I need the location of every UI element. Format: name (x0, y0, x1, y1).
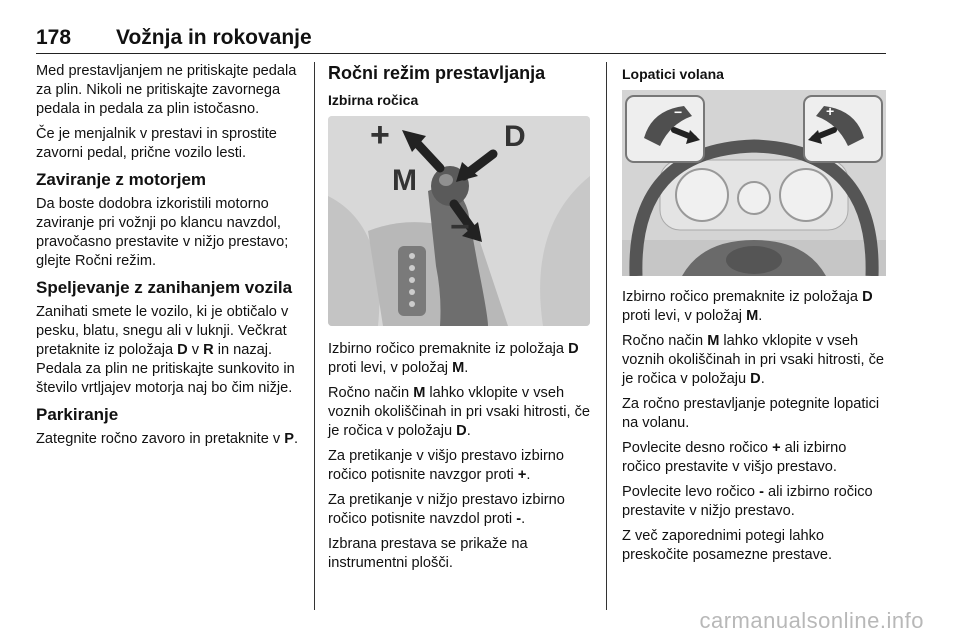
paragraph-pedals: Med prestavljanjem ne pritiskajte pedala za plin. Nikoli ne pritiskajte zavornega pedala in pedala za plin istočasno. (36, 63, 297, 117)
heading-rocking: Speljevanje z zanihanjem vozila (36, 278, 293, 297)
heading-manual-mode: Ročni režim prestavljanja (328, 63, 546, 83)
heading-paddles: Lopatici volana (622, 66, 724, 82)
paragraph-right-paddle: Povlecite desno ročico + ali izbirno ročico prestavite v višjo prestavo. (622, 440, 847, 475)
paddle-minus-label: − (674, 104, 683, 120)
label-plus: + (370, 116, 390, 154)
paragraph-rocking: Zanihati smete le vozilo, ki je obtičalo v pesku, blatu, snegu ali v luknji. Večkrat pretaknite iz položaja D v R in nazaj. Pedala za plin ne pritiskajte sunkovito in število vrtljajev motorja naj bo čim nižje. (36, 304, 295, 396)
paragraph-gear-display: Izbrana prestava se prikaže na instrumentni plošči. (328, 536, 528, 571)
paragraph-creep: Če je menjalnik v prestavi in sprostite zavorni pedal, prične vozilo lesti. (36, 126, 277, 161)
label-d: D (504, 120, 526, 153)
paragraph-upshift: Za pretikanje v višjo prestavo izbirno ročico potisnite navzgor proti +. (328, 448, 565, 483)
paragraph-engine-braking: Da boste dodobra izkoristili motorno zaviranje pri vožnji po klancu navzdol, pravočasno prestavite v nižjo prestavo; glejte Ročni režim. (36, 196, 289, 269)
column-divider (606, 62, 607, 610)
page-number: 178 (36, 26, 72, 49)
paragraph-paddles: Za ročno prestavljanje potegnite lopatici na volanu. (622, 396, 880, 431)
page-title: Vožnja in rokovanje (116, 26, 312, 49)
paddle-plus-label: + (826, 103, 835, 119)
column-middle (328, 62, 590, 579)
label-m: M (392, 164, 417, 197)
selector-lever-illustration (328, 116, 590, 326)
label-minus: − (450, 208, 470, 246)
paragraph-left-paddle: Povlecite levo ročico - ali izbirno ročico prestavite v nižjo prestavo. (622, 484, 873, 519)
paragraph-manual-any-speed: Ročno način M lahko vklopite v vseh voznih okoliščinah in pri vsaki hitrosti, če je ročica v položaju D. (622, 333, 884, 387)
paragraph-manual-any-speed: Ročno način M lahko vklopite v vseh voznih okoliščinah in pri vsaki hitrosti, če je ročica v položaju D. (328, 385, 590, 439)
steering-wheel-drawing (622, 90, 886, 276)
watermark: carmanualsonline.info (699, 608, 924, 633)
heading-engine-braking: Zaviranje z motorjem (36, 170, 207, 189)
heading-selector-lever: Izbirna ročica (328, 92, 419, 108)
paragraph-move-lever: Izbirno ročico premaknite iz položaja D proti levi, v položaj M. (622, 289, 873, 324)
column-divider (314, 62, 315, 610)
column-right (622, 62, 886, 571)
column-left (36, 62, 304, 455)
paragraph-downshift: Za pretikanje v nižjo prestavo izbirno ročico potisnite navzdol proti -. (328, 492, 565, 527)
heading-parking: Parkiranje (36, 405, 119, 424)
page-header (36, 20, 886, 54)
paragraph-parking: Zategnite ročno zavoro in pretaknite v P. (36, 431, 299, 447)
paragraph-skip-gears: Z več zaporednimi potegi lahko preskočite posamezne prestave. (622, 528, 833, 563)
steering-paddles-illustration (622, 90, 886, 276)
paragraph-move-lever: Izbirno ročico premaknite iz položaja D proti levi, v položaj M. (328, 341, 579, 376)
